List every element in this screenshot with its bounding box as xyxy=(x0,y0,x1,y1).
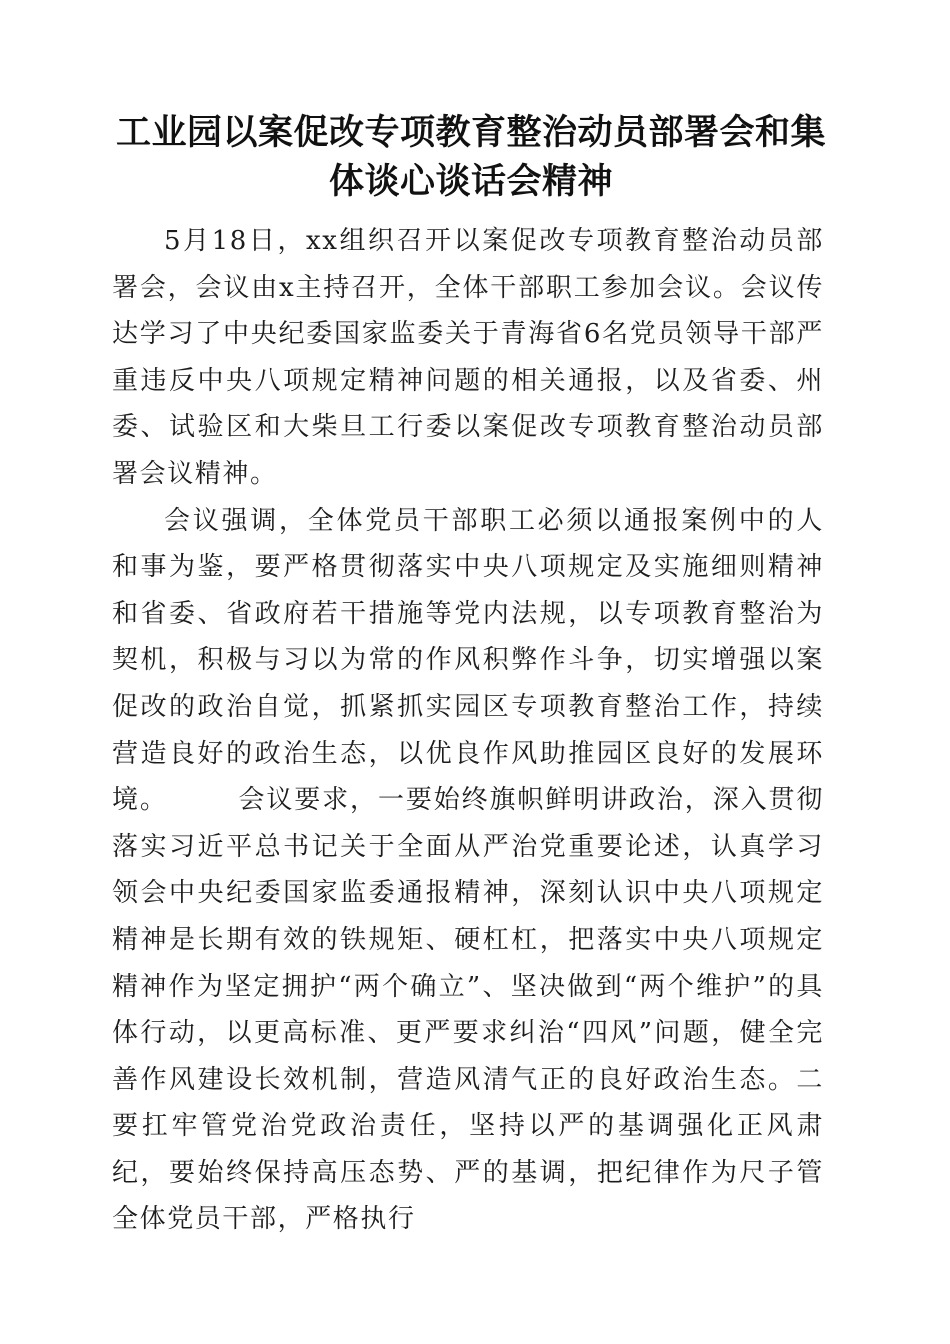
document-title: 工业园以案促改专项教育整治动员部署会和集体谈心谈话会精神 xyxy=(115,112,826,202)
paragraph-meeting-intro: 5月18日，xx组织召开以案促改专项教育整治动员部署会，会议由x主持召开，全体干部职工参加会议。会议传达学习了中央纪委国家监委关于青海省6名党员领导干部严重违反中央八项规定精神问题的相关通报，以及省委、州委、试验区和大柴旦工行委以案促改专项教育整治动员部署会议精神。 xyxy=(112,226,824,489)
document-body xyxy=(112,218,824,1243)
paragraph-meeting-emphasis: 会议强调，全体党员干部职工必须以通报案例中的人和事为鉴，要严格贯彻落实中央八项规定及实施细则精神和省委、省政府若干措施等党内法规，以专项教育整治为契机，积极与习以为常的作风积弊作斗争，切实增强以案促改的政治自觉，抓紧抓实园区专项教育整治工作，持续营造良好的政治生态，以优良作风助推园区良好的发展环境。 会议要求，一要始终旗帜鲜明讲政治，深入贯彻落实习近平总书记关于全面从严治党重要论述，认真学习领会中央纪委国家监委通报精神，深刻认识中央八项规定精神是长期有效的铁规矩、硬杠杠，把落实中央八项规定精神作为坚定拥护“两个确立”、坚决做到“两个维护”的具体行动，以更高标准、更严要求纠治“四风”问题，健全完善作风建设长效机制，营造风清气正的良好政治生态。二要扛牢管党治党政治责任，坚持以严的基调强化正风肃纪，要始终保持高压态势、严的基调，把纪律作为尺子管全体党员干部，严格执行 xyxy=(112,505,824,1235)
